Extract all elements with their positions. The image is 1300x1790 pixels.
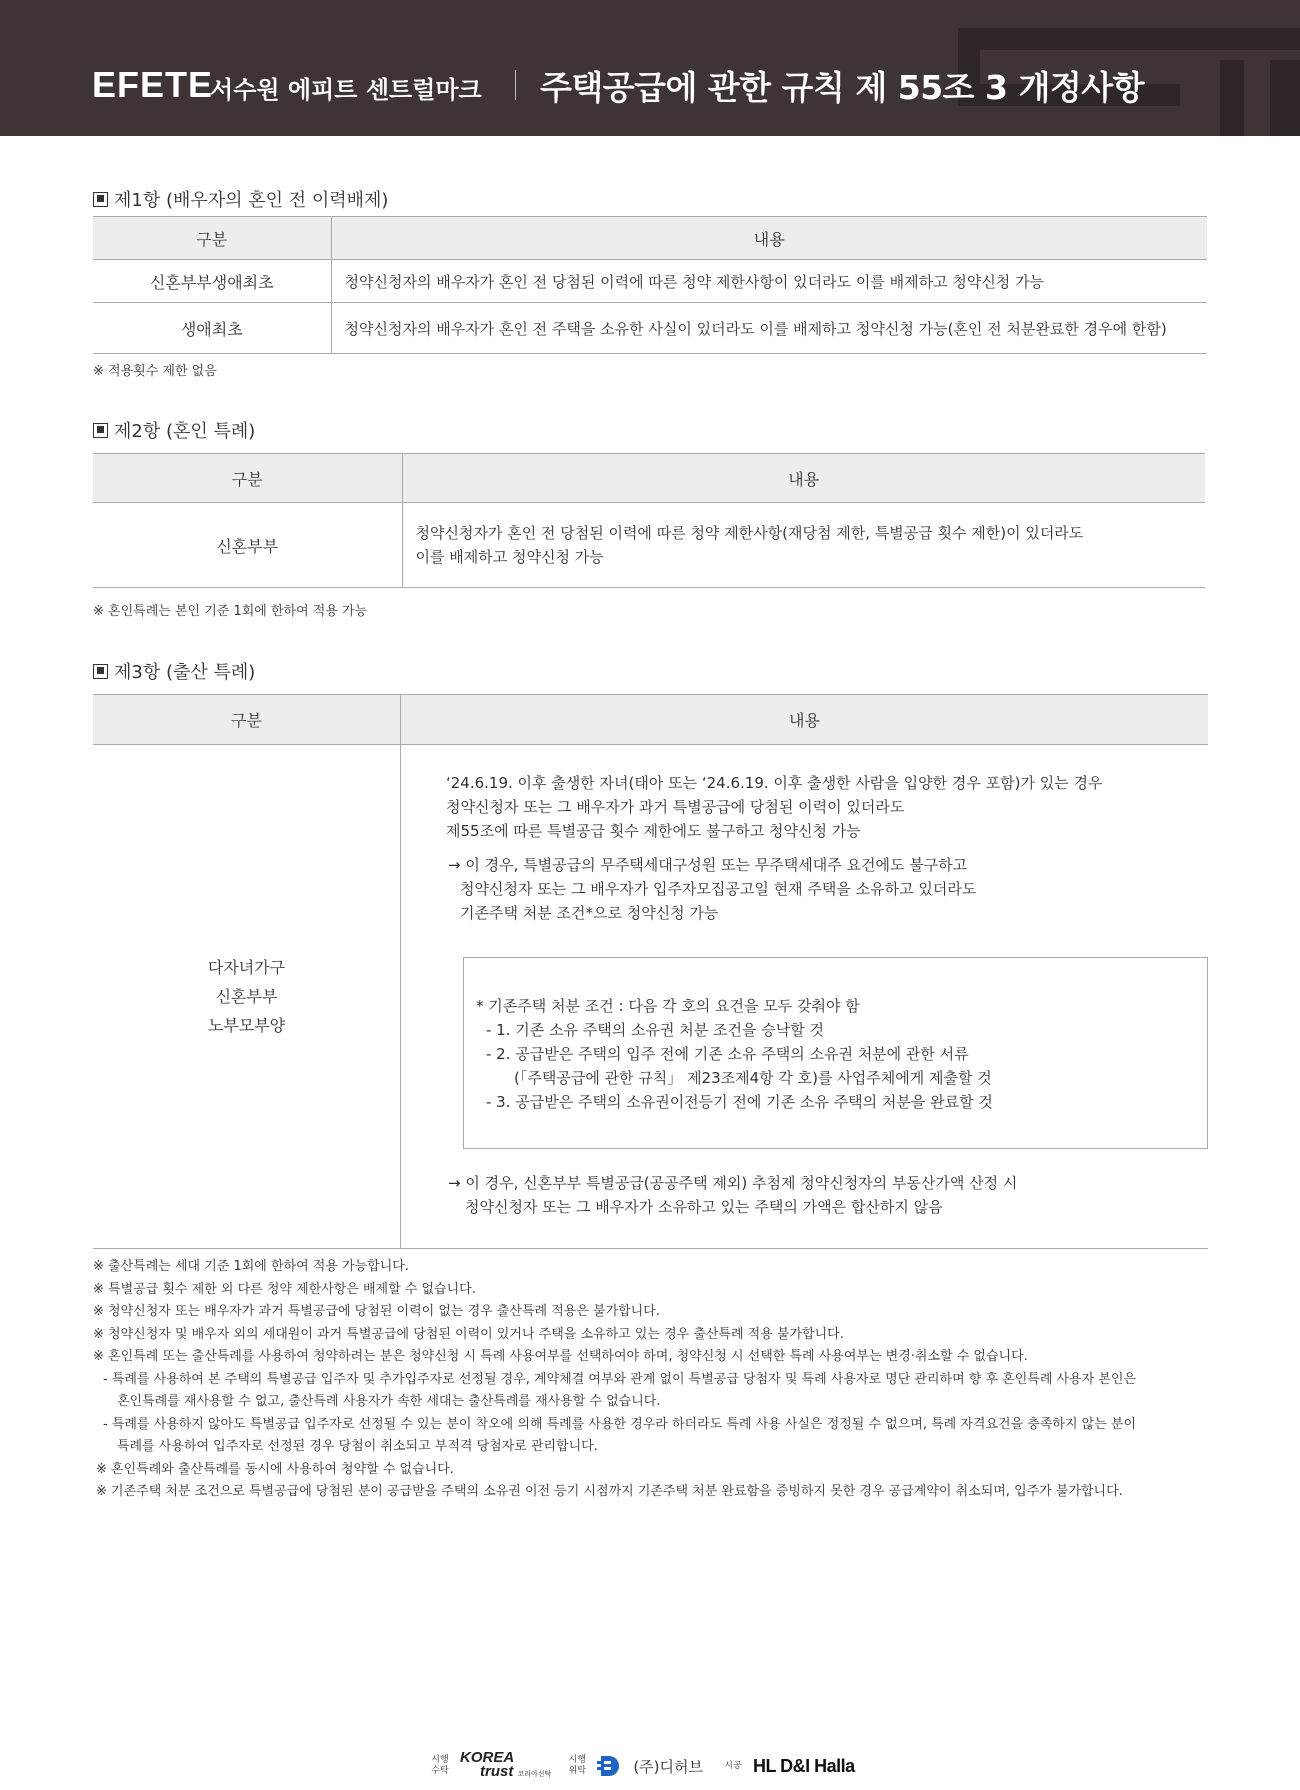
square-bullet-icon	[93, 423, 108, 438]
box-line: (「주택공급에 관한 규칙」 제23조제4항 각 호)를 사업주체에게 제출할 것	[514, 1069, 992, 1087]
role-label-line: 위탁	[568, 1766, 587, 1776]
column-header: 구분	[93, 695, 401, 745]
note-item: ※ 혼인특례와 출산특례를 동시에 사용하여 청약할 수 없습니다.	[96, 1461, 454, 1477]
dhub-logo-icon	[597, 1753, 623, 1779]
content-cell	[402, 503, 1205, 588]
column-header: 내용	[331, 217, 1207, 260]
role-label-line: 수탁	[431, 1766, 449, 1776]
section1-note: ※ 적용횟수 제한 없음	[93, 364, 217, 379]
note-item: 혼인특례를 재사용할 수 없고, 출산특례 사용자가 속한 세대는 출산특례를 재사용할 수 없습니다.	[117, 1394, 661, 1409]
content-line: 청약신청자 또는 그 배우자가 소유하고 있는 주택의 가액은 합산하지 않음	[465, 1198, 943, 1216]
role-label	[567, 1755, 587, 1777]
note-item: ※ 특별공급 횟수 제한 외 다른 청약 제한사항은 배제할 수 없습니다.	[93, 1281, 476, 1297]
category-cell	[93, 745, 401, 1249]
table-row	[93, 745, 1208, 1249]
role-label	[430, 1755, 450, 1777]
box-line: - 1. 기존 소유 주택의 소유권 처분 조건을 승낙할 것	[486, 1021, 824, 1039]
category-cell: 신혼부부	[93, 503, 402, 588]
note-item: - 특례를 사용하지 않아도 특별공급 입주자로 선정될 수 있는 분이 착오에 의해 특례를 사용한 경우라 하더라도 특례 사용 사실은 정정될 수 없으며, 특례 자격요건을 충족하지 않는 분이	[103, 1416, 1136, 1432]
table-header-row	[93, 217, 1207, 260]
content-line: 청약신청자 또는 그 배우자가 과거 특별공급에 당첨된 이력이 있더라도	[446, 798, 905, 816]
header-divider	[515, 70, 516, 100]
section2-table	[93, 453, 1205, 588]
role-label: 시공	[724, 1760, 742, 1771]
column-header: 내용	[402, 454, 1205, 503]
role-label-line: 시행	[431, 1755, 449, 1765]
content-line: 제55조에 따른 특별공급 횟수 제한에도 불구하고 청약신청 가능	[446, 822, 861, 840]
footer-logos	[430, 1746, 855, 1786]
section3-title	[93, 658, 255, 684]
content-cell: 청약신청자의 배우자가 혼인 전 당첨된 이력에 따른 청약 제한사항이 있더라도 이를 배제하고 청약신청 가능	[331, 260, 1207, 303]
table-row	[93, 503, 1205, 588]
box-line: - 2. 공급받은 주택의 입주 전에 기존 소유 주택의 소유권 처분에 관한 서류	[486, 1045, 969, 1063]
square-bullet-icon	[93, 664, 108, 679]
note-item: - 특례를 사용하여 본 주택의 특별공급 입주자 및 추가입주자로 선정될 경우, 계약체결 여부와 관계 없이 특별공급 당첨자 및 특례 사용자로 명단 관리하며 향 후 혼인특례 사용자 본인은	[103, 1371, 1136, 1387]
section2-title	[93, 417, 255, 443]
note-item: ※ 혼인특례 또는 출산특례를 사용하여 청약하려는 분은 청약신청 시 특례 사용여부를 선택하여야 하며, 청약신청 시 선택한 특례 사용여부는 변경·취소할 수 없습니다.	[93, 1349, 1028, 1364]
page-header	[0, 0, 1300, 136]
content-line: 기존주택 처분 조건*으로 청약신청 가능	[460, 904, 719, 922]
content-cell	[401, 745, 1209, 1249]
box-line: - 3. 공급받은 주택의 소유권이전등기 전에 기존 소유 주택의 처분을 완료할 것	[486, 1093, 993, 1111]
hl-halla-logo: HL D&I Halla	[753, 1755, 855, 1776]
content-line: 청약신청자가 혼인 전 당첨된 이력에 따른 청약 제한사항(재당첨 제한, 특별공급 횟수 제한)이 있더라도	[415, 524, 1084, 542]
condition-paragraph	[433, 771, 1208, 843]
site-name: 서수원 에피트 센트럴마크	[210, 76, 482, 104]
content-line: 청약신청자 또는 그 배우자가 입주자모집공고일 현재 주택을 소유하고 있더라도	[460, 880, 977, 898]
table-row	[93, 260, 1207, 303]
table-row	[93, 303, 1207, 354]
section2-title-text: 제2항 (혼인 특례)	[114, 421, 256, 442]
category-cell: 신혼부부생애최초	[93, 260, 331, 303]
content-line: → 이 경우, 신혼부부 특별공급(공공주택 제외) 추첨제 청약신청자의 부동산가액 산정 시	[448, 1174, 1018, 1192]
note-item: ※ 청약신청자 또는 배우자가 과거 특별공급에 당첨된 이력이 없는 경우 출산특례 적용은 불가합니다.	[93, 1304, 660, 1319]
korea-trust-line: KOREA	[460, 1748, 515, 1766]
korea-trust-line	[460, 1762, 552, 1782]
content-line: 이를 배제하고 청약신청 가능	[415, 548, 604, 566]
header-decoration	[1220, 60, 1244, 136]
section3-title-text: 제3항 (출산 특례)	[114, 662, 256, 683]
square-bullet-icon	[93, 192, 108, 207]
header-decoration	[1270, 60, 1300, 136]
table-header-row	[93, 695, 1208, 745]
category-cell: 생애최초	[93, 303, 331, 354]
brand-logo: EFETE	[92, 64, 214, 105]
condition-paragraph	[433, 1171, 1208, 1219]
header-decoration	[958, 28, 1300, 50]
section1-title-text: 제1항 (배우자의 혼인 전 이력배제)	[114, 190, 389, 211]
condition-paragraph	[433, 853, 1208, 925]
dhub-name: (주)디허브	[633, 1757, 703, 1776]
column-header: 구분	[93, 217, 331, 260]
section1-title	[93, 186, 388, 212]
section1-table	[93, 216, 1207, 354]
category-line: 다자녀가구	[207, 958, 286, 977]
korea-trust-logo	[460, 1748, 552, 1782]
korea-trust-sub: 코리아신탁	[517, 1770, 552, 1778]
column-header: 내용	[401, 695, 1209, 745]
note-item: ※ 기존주택 처분 조건으로 특별공급에 당첨된 분이 공급받을 주택의 소유권 이전 등기 시점까지 기존주택 처분 완료함을 증빙하지 못한 경우 공급계약이 취소되며, 입주가 불가합니다.	[96, 1484, 1123, 1499]
note-item: ※ 청약신청자 및 배우자 외의 세대원이 과거 특별공급에 당첨된 이력이 있거나 주택을 소유하고 있는 경우 출산특례 적용 불가합니다.	[93, 1326, 844, 1342]
content-line: ‘24.6.19. 이후 출생한 자녀(태아 또는 ‘24.6.19. 이후 출생한 사람을 입양한 경우 포함)가 있는 경우	[446, 774, 1103, 792]
korea-trust-word: trust	[480, 1762, 514, 1780]
note-item: 특례를 사용하여 입주자로 선정된 경우 당첨이 취소되고 부적격 당첨자로 관리합니다.	[117, 1439, 598, 1454]
content-line: → 이 경우, 특별공급의 무주택세대구성원 또는 무주택세대주 요건에도 불구하고	[448, 856, 968, 874]
category-line: 신혼부부	[215, 987, 278, 1006]
content-cell: 청약신청자의 배우자가 혼인 전 주택을 소유한 사실이 있더라도 이를 배제하고 청약신청 가능(혼인 전 처분완료한 경우에 한함)	[331, 303, 1207, 354]
note-item: ※ 출산특례는 세대 기준 1회에 한하여 적용 가능합니다.	[93, 1259, 409, 1274]
disposal-condition-box	[463, 957, 1208, 1149]
column-header: 구분	[93, 454, 402, 503]
role-label-line: 시행	[568, 1755, 587, 1765]
section2-note: ※ 혼인특례는 본인 기준 1회에 한하여 적용 가능	[93, 604, 368, 619]
page-title: 주택공급에 관한 규칙 제 55조 3 개정사항	[540, 68, 1144, 107]
section3-table	[93, 694, 1208, 1249]
notes-list	[93, 1256, 1136, 1504]
category-line: 노부모부양	[207, 1016, 286, 1035]
box-line: * 기존주택 처분 조건 : 다음 각 호의 요건을 모두 갖춰야 함	[476, 997, 860, 1015]
table-header-row	[93, 454, 1205, 503]
